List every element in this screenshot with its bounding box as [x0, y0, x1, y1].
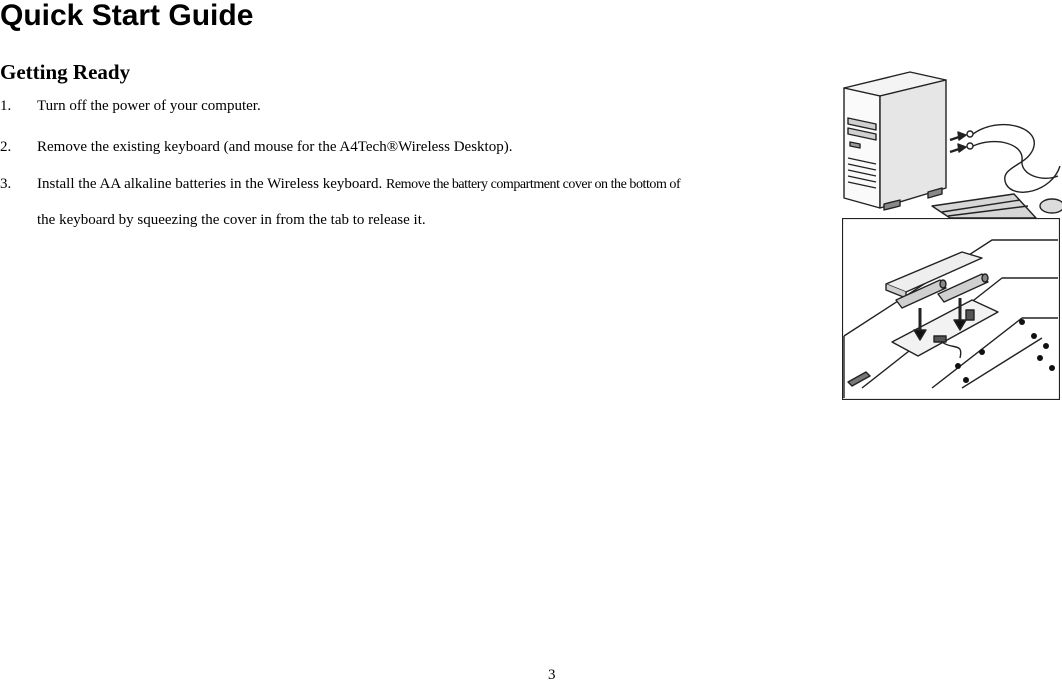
battery-installation-illustration	[842, 218, 1060, 400]
page-number: 3	[548, 667, 556, 683]
step-text-part-1: Install the AA alkaline batteries in the Wireless keyboard.	[37, 176, 383, 192]
step-text	[37, 174, 680, 195]
section-heading: Getting Ready	[0, 60, 131, 84]
step-text: Remove the existing keyboard (and mouse for the A4Tech®Wireless Desktop).	[37, 139, 513, 155]
computer-tower-keyboard-illustration	[838, 66, 1062, 218]
step-number: 3.	[0, 176, 12, 192]
page-title: Quick Start Guide	[0, 0, 254, 32]
step-text: Turn off the power of your computer.	[37, 98, 261, 114]
step-text-part-2: Remove the battery compartment cover on the bottom of	[386, 177, 681, 192]
step-number: 1.	[0, 98, 12, 114]
step-number: 2.	[0, 139, 12, 155]
step-3-continued: the keyboard by squeezing the cover in from the tab to release it.	[37, 212, 426, 228]
